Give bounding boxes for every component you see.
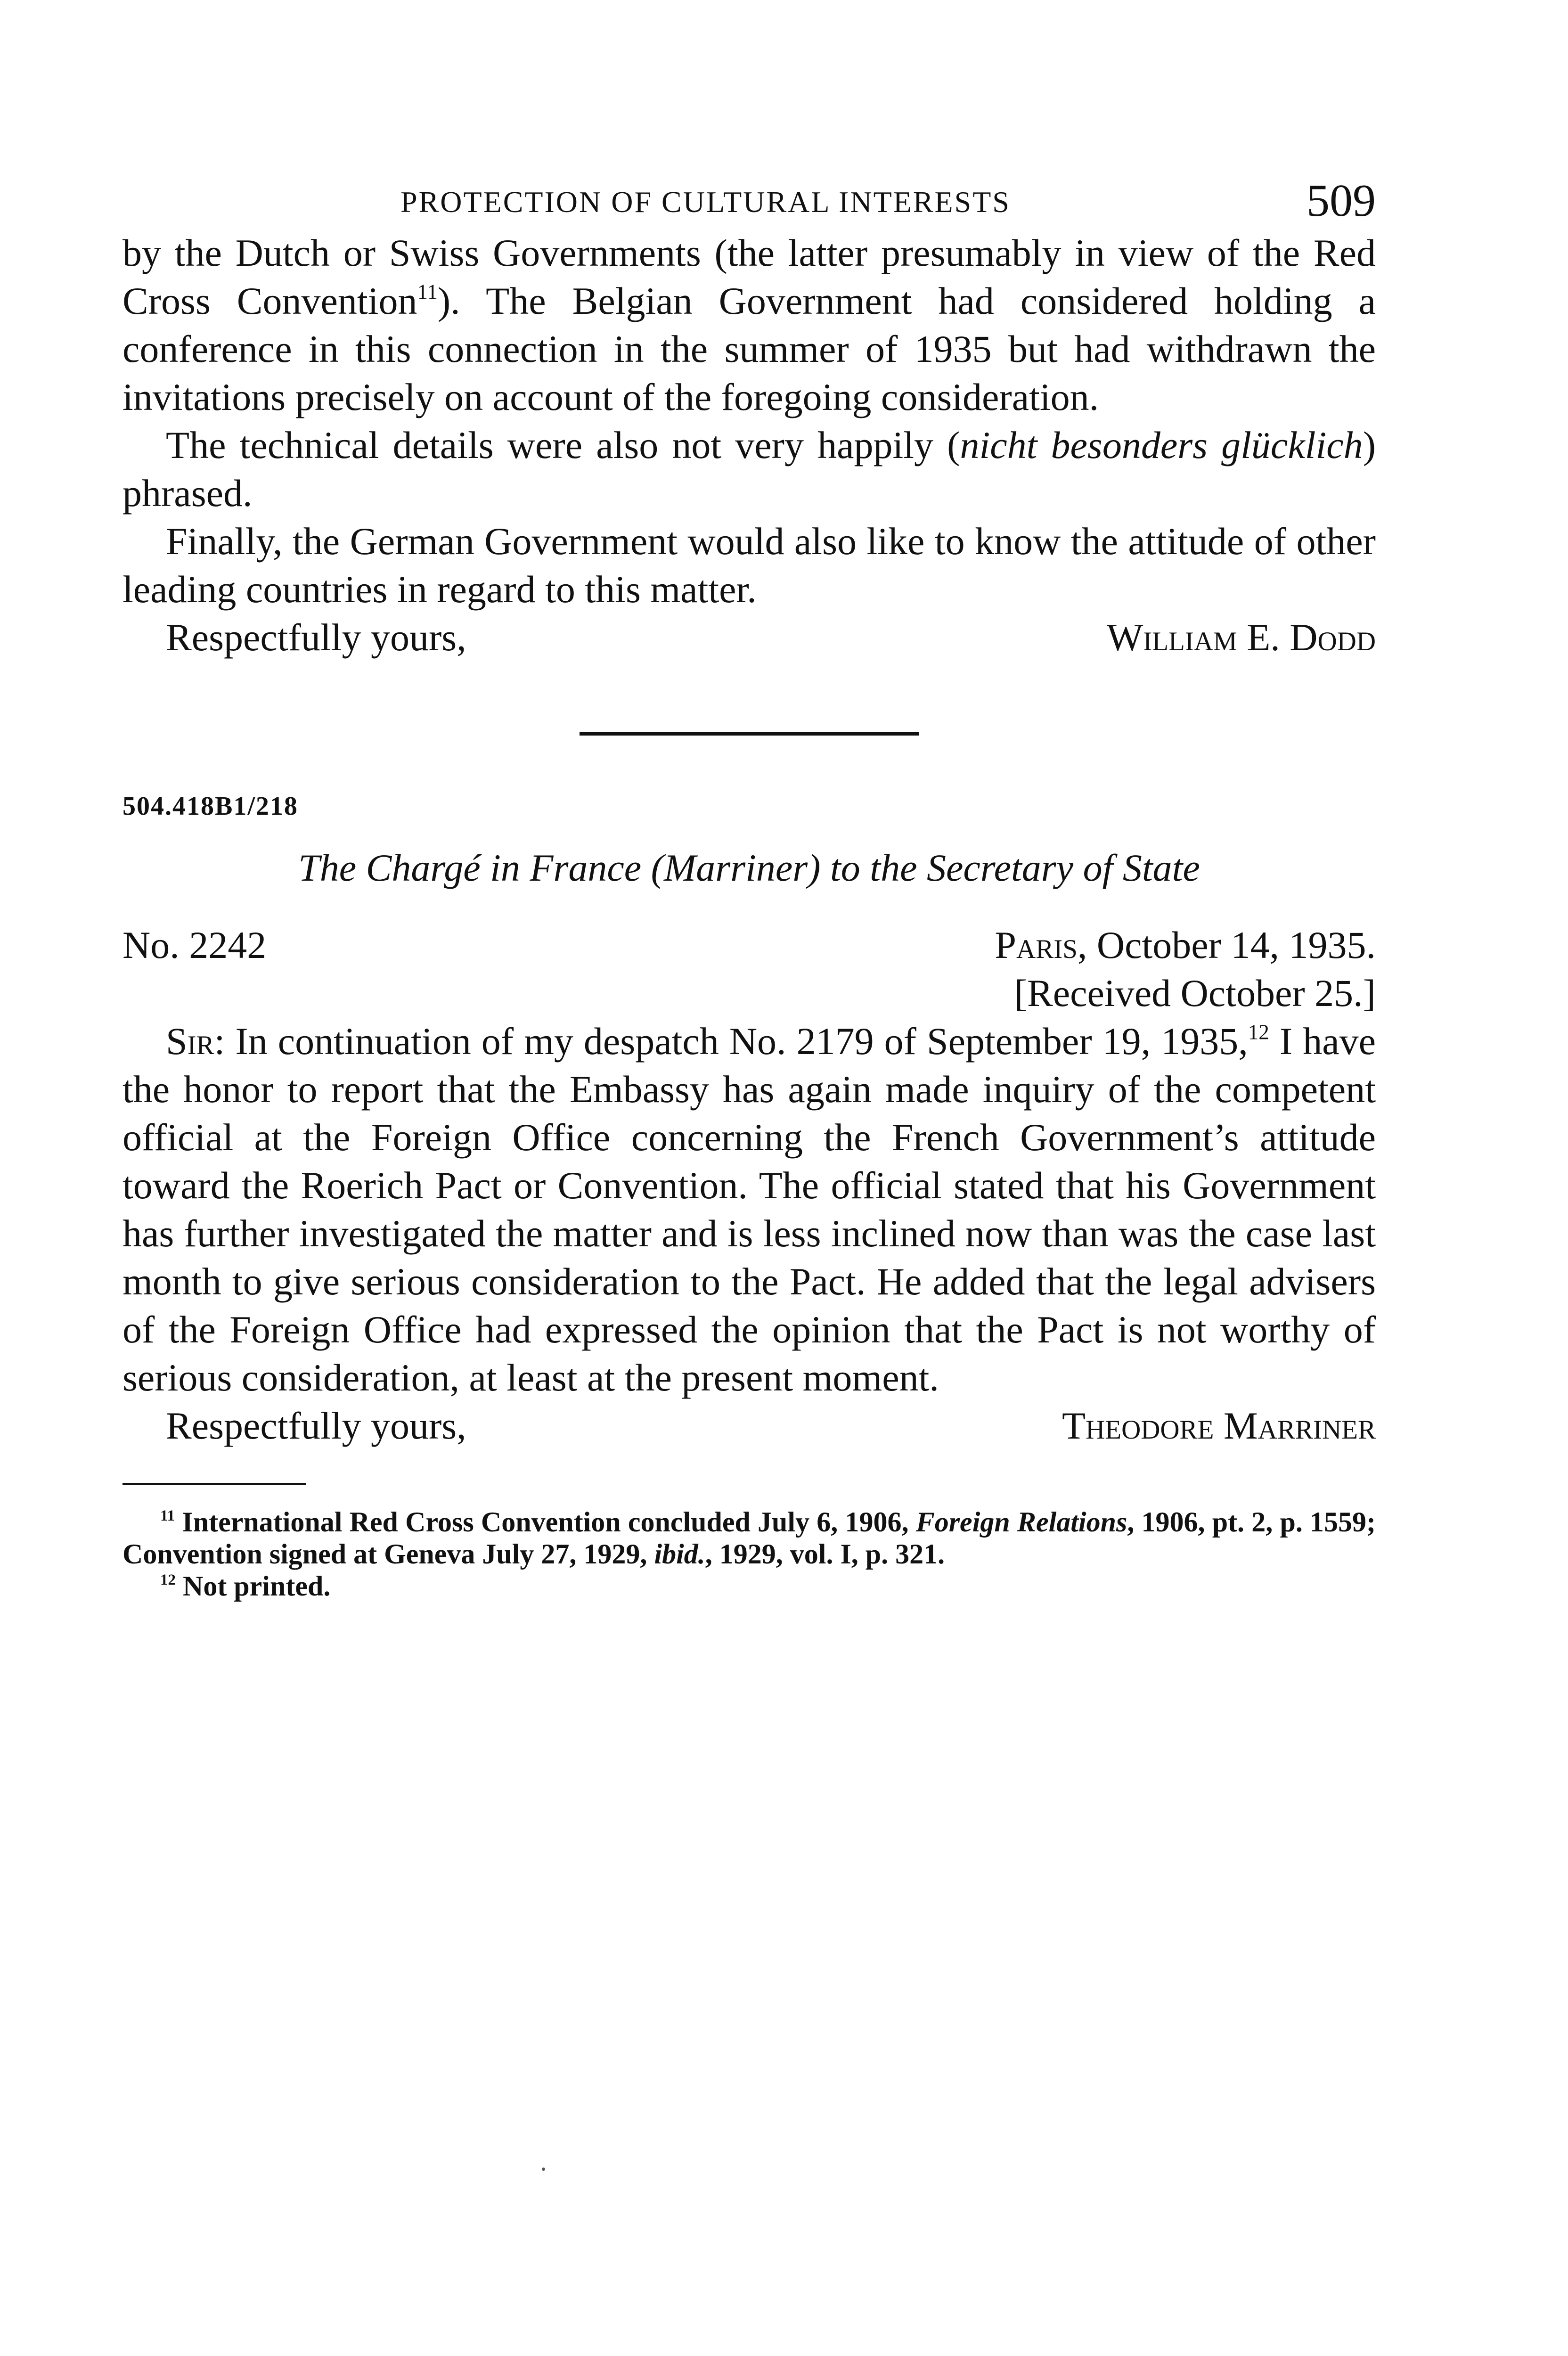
footnote-11-italic-1: Foreign Relations [915,1506,1127,1538]
footnote-11-text-a: International Red Cross Convention concluded July 6, 1906, [175,1506,916,1538]
signature-dodd: William E. Dodd [1106,616,1376,659]
letter-marriner [122,791,1376,1450]
closing-2: Respectfully yours, [166,1404,466,1447]
closing-signature-2 [122,1402,1376,1450]
paragraph-2-text-a: The technical details were also not very happily ( [166,424,960,466]
footnote-11-text-c: , 1929, vol. I, p. 321. [705,1538,945,1570]
footnote-12-number: 12 [160,1571,176,1588]
letter-dodd [122,229,1376,662]
german-phrase: nicht besonders glücklich [960,424,1363,466]
document-page [122,174,1376,1602]
closing-1: Respectfully yours, [166,616,466,659]
footnote-11 [122,1506,1376,1570]
document-title: The Chargé in France (Marriner) to the Secretary of State [298,846,1200,889]
despatch-body [122,1017,1376,1402]
running-head [122,174,1376,226]
running-head-title: PROTECTION OF CULTURAL INTERESTS [400,185,1011,219]
page-number: 509 [1307,175,1376,226]
footnote-12 [122,1570,1376,1602]
footnote-11-italic-2: ibid. [654,1538,705,1570]
received-date: [Received October 25.] [1014,972,1376,1014]
paragraph-1-text-b: ). The Belgian Government had considered holding a conference in this connection in the summer of 1935 but had withdrawn the invitations precisely on account of the foregoing consideration. [122,279,1376,418]
date: , October 14, 1935. [1077,924,1376,966]
despatch-header [122,921,1376,969]
footnote-ref-12: 12 [1248,1020,1269,1044]
footnote-rule [122,1483,306,1485]
footnotes [122,1506,1376,1602]
despatch-body-text-a: : In continuation of my despatch No. 2179 of September 19, 1935, [214,1020,1248,1063]
despatch-body-text-b: I have the honor to report that the Embassy has again made inquiry of the competent official at the Foreign Office concerning the French Government’s attitude toward the Roerich Pact or Convention. The official stated that his Government has further investigated the matter and is less inclined now than was the case last month to give serious consideration to the Pact. He added that the legal advisers of the Foreign Office had expressed the opinion that the Pact is not worthy of serious consideration, at least at the present moment. [122,1020,1376,1399]
speck-mark [542,2168,545,2171]
section-divider [580,732,919,736]
paragraph-1 [122,229,1376,421]
salutation: Sir [166,1020,214,1063]
footnote-12-text: Not printed. [176,1571,331,1602]
place: Paris [995,924,1078,966]
footnote-11-number: 11 [160,1507,175,1524]
paragraph-2 [122,421,1376,517]
footnote-11-text-b: , 1906, pt. 2, p. 1559; Convention signed at Geneva July 27, 1929, [122,1506,1376,1570]
file-number: 504.418B1/218 [122,792,298,821]
closing-signature-1 [122,614,1376,662]
despatch-number: No. 2242 [122,924,267,966]
paragraph-1-text-a: by the Dutch or Swiss Governments (the latter presumably in view of the Red Cross Convention [122,231,1376,322]
signature-marriner: Theodore Marriner [1062,1404,1376,1447]
paragraph-3: Finally, the German Government would also like to know the attitude of other leading countries in regard to this matter. [122,520,1376,611]
paragraph-2-text-b: ) phrased. [122,424,1376,515]
place-date [995,921,1376,969]
footnote-ref-11: 11 [417,280,438,304]
